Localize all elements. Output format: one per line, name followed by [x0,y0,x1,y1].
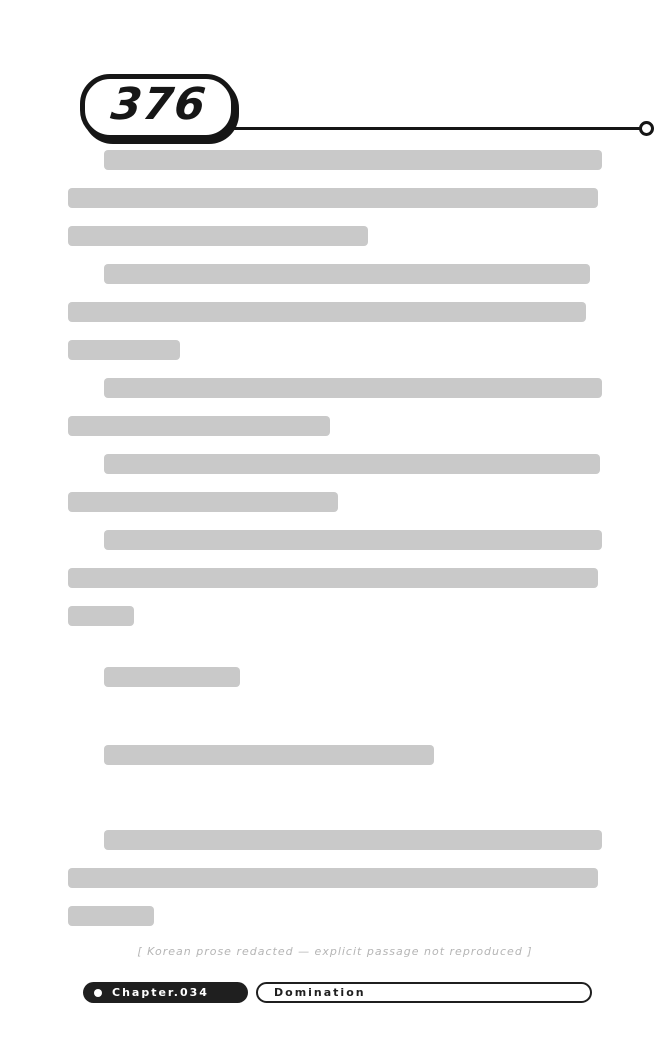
header-ring-ornament [639,121,654,136]
redacted-text-line [68,492,338,512]
paragraph [68,821,602,935]
text-line [68,736,602,774]
redacted-text-line [68,188,598,208]
paragraph [68,255,602,369]
body-text [68,141,602,935]
text-line [68,658,602,696]
text-line [68,369,602,407]
paragraph [68,521,602,635]
redacted-text-line [68,302,586,322]
redacted-text-line [104,454,600,474]
text-line [68,597,602,635]
redacted-text-line [68,606,134,626]
text-line [68,331,602,369]
redacted-text-line [104,667,240,687]
redacted-text-line [104,830,602,850]
text-line [68,141,602,179]
text-line [68,559,602,597]
redacted-text-line [68,906,154,926]
text-line [68,859,602,897]
redacted-text-line [104,264,590,284]
redacted-text-line [68,416,330,436]
series-badge-label: Domination [274,985,366,999]
redacted-text-line [68,340,180,360]
text-line [68,407,602,445]
page-number: 376 [108,79,209,130]
text-line [68,821,602,859]
chapter-badge [83,982,248,1003]
chapter-badge-label: Chapter.034 [112,985,209,999]
text-line [68,483,602,521]
text-line [68,255,602,293]
paragraph [68,369,602,445]
redacted-text-line [68,868,598,888]
page-number-badge [80,74,236,140]
series-badge [256,982,592,1003]
redacted-text-line [104,150,602,170]
redacted-text-line [104,378,602,398]
text-line [68,293,602,331]
redacted-text-line [104,745,434,765]
text-line [68,521,602,559]
paragraph [68,658,602,696]
redacted-text-line [68,226,368,246]
text-line [68,179,602,217]
redaction-note: [ Korean prose redacted — explicit passage not reproduced ] [137,945,533,958]
text-line [68,217,602,255]
redacted-text-line [68,568,598,588]
text-line [68,445,602,483]
redacted-text-line [104,530,602,550]
text-line [68,897,602,935]
bullet-dot-icon [94,989,102,997]
header-rule-line [228,127,642,130]
paragraph [68,736,602,774]
paragraph [68,141,602,255]
paragraph [68,445,602,521]
